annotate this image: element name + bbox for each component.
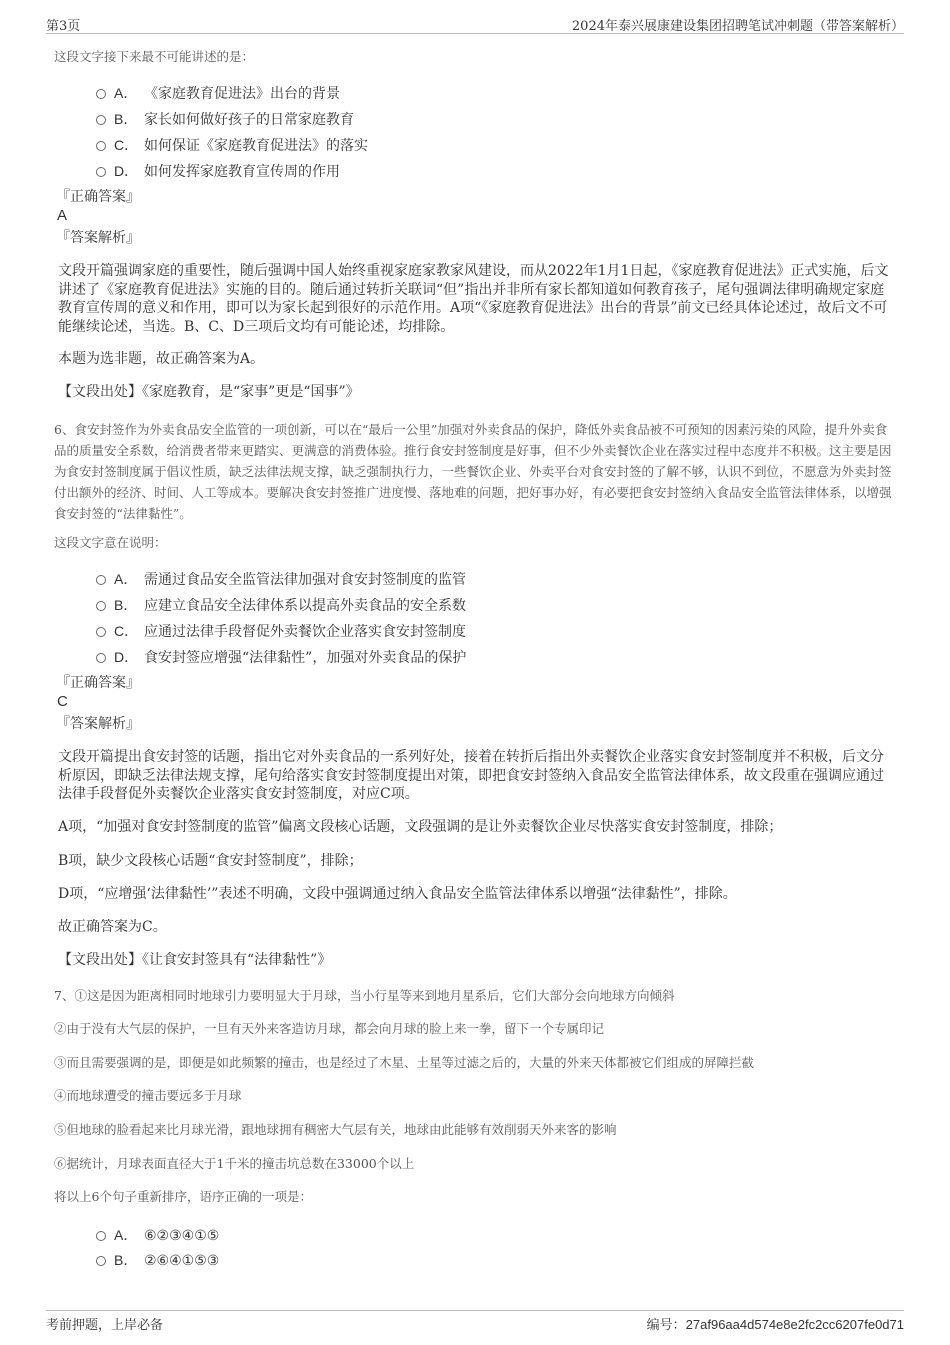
- radio-icon[interactable]: [96, 575, 106, 585]
- q6-conclusion: 故正确答案为C。: [58, 919, 167, 935]
- q6-note-a: A项，“加强对食安封签制度的监管”偏离文段核心话题，文段强调的是让外卖餐饮企业尽快落实食安封签制度，排除；: [58, 819, 783, 835]
- q5-option-d[interactable]: D． 如何发挥家庭教育宣传周的作用: [96, 161, 340, 181]
- q5-analysis: 文段开篇强调家庭的重要性，随后强调中国人始终重视家庭家教家风建设，而从2022年1月1日起，《家庭教育促进法》正式实施，后文讲述了《家庭教育促进法》实施的目的。随后通过转折关联词“但”指出并非所有家长都知道如何教育孩子，尾句强调法律明确规定家庭教育宣传周的意义和作用，即可以为家长起到很好的示范作用。A项“《家庭教育促进法》出台的背景”前文已经具体论述过，故后文不可能继续论述，当选。B、C、D三项后文均有可能论述，均排除。: [58, 263, 889, 335]
- q7-sentence-1: 7、①这是因为距离相同时地球引力要明显大于月球，当小行星等来到地月星系后，它们大部分会向地球方向倾斜: [54, 988, 675, 1003]
- q6-option-c[interactable]: C． 应通过法律手段督促外卖餐饮企业落实食安封签制度: [96, 621, 466, 641]
- q5-analysis-label: 『答案解析』: [56, 230, 140, 246]
- radio-icon[interactable]: [96, 89, 106, 99]
- q5-option-b[interactable]: B． 家长如何做好孩子的日常家庭教育: [96, 109, 354, 129]
- q5-option-a[interactable]: A． 《家庭教育促进法》出台的背景: [96, 83, 340, 103]
- q6-stem: 6、食安封签作为外卖食品安全监管的一项创新，可以在“最后一公里”加强对外卖食品的保护，降低外卖食品被不可预知的因素污染的风险，提升外卖食品的质量安全系数，给消费者带来更踏实、更满意的消费体验。推行食安封签制度是好事，但不少外卖餐饮企业在落实过程中态度并不积极。这主要是因为食安封签制度属于倡议性质，缺乏法律法规支撑，缺乏强制执行力，一些餐饮企业、外卖平台对食安封签的了解不够，认识不到位，不愿意为外卖封签付出额外的经济、时间、人工等成本。要解决食安封签推广进度慢、落地难的问题，把好事办好，有必要把食安封签纳入食品安全监管法律体系，以增强食安封签的“法律黏性”。: [54, 422, 892, 521]
- q6-prompt: 这段文字意在说明：: [54, 535, 167, 550]
- radio-icon[interactable]: [96, 1231, 106, 1241]
- page-header: [46, 13, 904, 34]
- q5-conclusion: 本题为选非题，故正确答案为A。: [58, 351, 265, 367]
- q6-analysis-label: 『答案解析』: [56, 716, 140, 732]
- radio-icon[interactable]: [96, 601, 106, 611]
- q6-answer: C: [57, 693, 68, 710]
- q6-analysis: 文段开篇提出食安封签的话题，指出它对外卖食品的一系列好处，接着在转折后指出外卖餐饮企业落实食安封签制度并不积极，后文分析原因，即缺乏法律法规支撑，尾句给落实食安封签制度提出对策，即把食安封签纳入食品安全监管法律体系，故文段重在强调应通过法律手段督促外卖餐饮企业落实食安封签制度，对应C项。: [58, 749, 884, 802]
- document-code: 编号：27af96aa4d574e8e2fc2cc6207fe0d71: [646, 1317, 904, 1333]
- q7-option-b[interactable]: B． ②⑥④①⑤③: [96, 1250, 219, 1270]
- radio-icon[interactable]: [96, 141, 106, 151]
- q6-option-a[interactable]: A． 需通过食品安全监管法律加强对食安封签制度的监管: [96, 569, 466, 589]
- document-title: 2024年泰兴展康建设集团招聘笔试冲刺题（带答案解析）: [571, 19, 904, 34]
- q7-sentence-4: ④而地球遭受的撞击要远多于月球: [54, 1088, 242, 1103]
- radio-icon[interactable]: [96, 1256, 106, 1266]
- q5-answer-label: 『正确答案』: [56, 189, 140, 205]
- q5-source: 【文段出处】《家庭教育，是“家事”更是“国事”》: [58, 384, 360, 400]
- radio-icon[interactable]: [96, 653, 106, 663]
- radio-icon[interactable]: [96, 167, 106, 177]
- q7-sentence-3: ③而且需要强调的是，即便是如此频繁的撞击，也是经过了木星、土星等过滤之后的，大量的外来天体都被它们组成的屏障拦截: [54, 1055, 755, 1070]
- footer-slogan: 考前押题，上岸必备: [46, 1318, 164, 1333]
- page-number: 第3页: [46, 19, 81, 34]
- q7-sentence-5: ⑤但地球的脸看起来比月球光滑，跟地球拥有稠密大气层有关，地球由此能够有效削弱天外来客的影响: [54, 1122, 617, 1137]
- q6-source: 【文段出处】《让食安封签具有“法律黏性”》: [58, 952, 332, 968]
- radio-icon[interactable]: [96, 627, 106, 637]
- q7-option-a[interactable]: A． ⑥②③④①⑤: [96, 1225, 219, 1245]
- q7-sentence-2: ②由于没有大气层的保护，一旦有天外来客造访月球，都会向月球的脸上来一拳，留下一个专属印记: [54, 1021, 605, 1036]
- q5-prompt: 这段文字接下来最不可能讲述的是：: [54, 49, 255, 64]
- q6-answer-label: 『正确答案』: [56, 675, 140, 691]
- q7-prompt: 将以上6个句子重新排序，语序正确的一项是：: [54, 1189, 312, 1204]
- q6-option-b[interactable]: B． 应建立食品安全法律体系以提高外卖食品的安全系数: [96, 595, 466, 615]
- q7-sentence-6: ⑥据统计，月球表面直径大于1千米的撞击坑总数在33000个以上: [54, 1156, 415, 1171]
- q5-option-c[interactable]: C． 如何保证《家庭教育促进法》的落实: [96, 135, 368, 155]
- q6-note-b: B项，缺少文段核心话题“食安封签制度”，排除；: [58, 853, 363, 869]
- q6-note-d: D项，“应增强‘法律黏性’”表述不明确，文段中强调通过纳入食品安全监管法律体系以增强“法律黏性”，排除。: [58, 886, 737, 902]
- page-footer: [46, 1310, 904, 1333]
- radio-icon[interactable]: [96, 115, 106, 125]
- q5-answer: A: [57, 207, 68, 224]
- q6-option-d[interactable]: D． 食安封签应增强“法律黏性”，加强对外卖食品的保护: [96, 647, 466, 667]
